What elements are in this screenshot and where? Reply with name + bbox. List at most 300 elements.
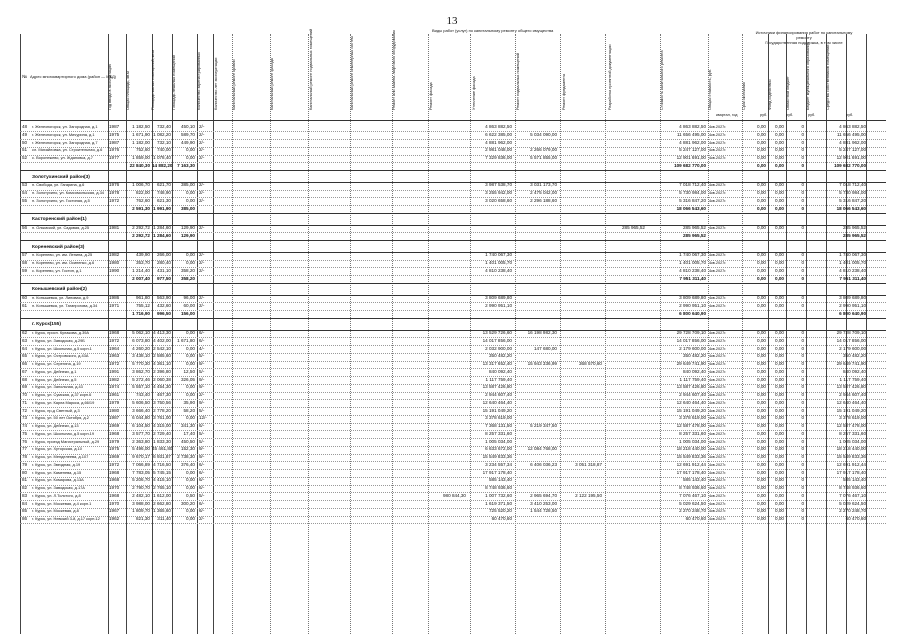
row-number: 71 [22,399,28,405]
row-number: 50 [22,139,28,145]
row-fund: 0,00 [757,361,766,366]
row-deadline: 4кв.2027г. [709,140,727,145]
row-municipal-budget: 0 [801,267,804,273]
row-fund: 0,00 [757,302,766,308]
row-nonliving-area: 300,20 [180,500,195,506]
row-owners-funds: 15 191 049,20 [836,407,866,413]
row-deadline: 4кв.2027г. [709,253,727,258]
row-municipal-budget: 0 [801,415,804,421]
row-number: 64 [22,345,28,351]
row-nonliving-area: 129,90 [180,225,195,230]
row-nonliving-area: 0,00 [186,477,195,483]
row-living-area: 1 833,30 [153,438,171,444]
row-total-area: 4 260,20 [132,345,150,351]
row-floors: 9/- [199,446,205,452]
row-floors: 9/- [199,361,205,366]
row-deadline: 4кв.2027г. [709,416,727,421]
row-fund: 0,00 [757,376,766,382]
row-address: с. Воронежево, ул. Ждановка, д.7 [32,155,93,160]
row-year: 1972 [109,361,120,366]
row-address: г. Курск, ул. Л.Толстого, д.8 [32,492,81,498]
row-floors: 2/- [199,516,205,521]
row-number: 79 [22,461,28,467]
row-floors: 9/- [199,454,205,459]
row-floors: 2/- [199,124,205,129]
row-deadline: 4кв.2027г. [709,369,727,374]
row-work-cost: 12 640 464,40 [482,399,512,405]
row-floors: 2/- [199,139,205,145]
row-total-cost: 15 191 049,20 [676,407,706,413]
row-floors: 12/- [199,415,207,421]
column-header: Год ввода в эксплуатацию [108,63,112,110]
subtotal-rule [20,318,886,319]
row-number: 57 [22,252,28,258]
row-owners-funds: 4 881 962,00 [839,139,866,145]
row-address: г. Курск, ул. Комарова, д.13А [32,477,84,483]
row-living-area: 4 413,30 [153,330,171,335]
row-address: г. Курск, ул. Невский 3-й, д.17 корп.12 [32,516,100,521]
row-floors: 2/- [199,392,205,397]
row-number: 84 [22,500,28,506]
row-number: 80 [22,469,28,475]
row-municipal-budget: 0 [801,399,804,405]
row-work-cost: 6 633 672,00 [485,446,512,452]
row-total-area: 1 214,40 [132,267,150,273]
row-fund: 0,00 [757,337,766,343]
row-year: 1987 [109,415,120,421]
row-total-area: 1 809,70 [132,508,150,514]
row-fund: 0,00 [757,438,766,444]
row-number: 74 [22,423,28,428]
column-header: Ремонт фасада [429,82,433,110]
row-fund: 0,00 [757,508,766,514]
row-living-area: 2 060,38 [153,376,171,382]
row-regional-budget: 0,00 [775,225,784,230]
row-fund: 0,00 [757,147,766,153]
row-nonliving-area: 450,50 [180,438,195,444]
row-regional-budget: 0,00 [775,469,784,475]
row-fund: 0,00 [757,430,766,436]
row-owners-funds: 1 401 005,70 [839,260,866,265]
section-title: Золотухинский район(3) [32,174,90,180]
row-year: 1990 [109,267,120,273]
row-regional-budget: 0,00 [775,508,784,514]
row-municipal-budget: 0 [801,477,804,483]
row-address: г. Железногорск, ул. Загородная, д.1 [32,124,98,129]
row-municipal-budget: 0 [801,139,804,145]
row-fund: 0,00 [757,454,766,459]
row-fund: 0,00 [757,392,766,397]
row-nonliving-area: 0,00 [186,485,195,490]
row-living-area: 732,40 [156,124,171,129]
header-works-label: Виды работ (услуг) по капитальному ремонту общего имущества [432,28,554,33]
row-regional-budget: 0,00 [775,407,784,413]
row-address: г. Курск, ул. Школьная, д.5 корп.1 [32,345,92,351]
row-total-area: 1 182,00 [132,139,150,145]
row-floors: 5/- [199,407,205,413]
row-total-cost: 17 917 178,40 [676,469,706,475]
row-deadline: 4кв.2027г. [709,439,727,444]
row-address: п. Коренево, ул. им. Ленина, д.25 [32,252,93,258]
subtotal-rule [20,170,886,171]
row-total-cost: 5 316 847,20 [679,197,706,203]
row-total-cost: 4 863 882,50 [679,124,706,129]
subtotal-area: 2 591,30 [132,205,150,211]
row-regional-budget: 0,00 [775,376,784,382]
row-regional-budget: 0,00 [775,454,784,459]
row-owners-funds: 3 809 689,80 [839,295,866,300]
row-total-area: 2 363,80 [132,438,150,444]
row-deadline: 4кв.2027г. [709,517,727,521]
row-living-area: 432,60 [156,302,171,308]
row-owners-funds: 4 863 882,50 [839,124,866,129]
subtotal-area: 2 007,40 [132,275,150,281]
row-total-area: 762,60 [135,197,150,203]
row-address: г. Курск, ул. Звездная, д.19 [32,461,81,467]
row-work-cost: 7 368 131,50 [485,423,512,428]
grid-column-line [270,34,271,634]
row-municipal-budget: 0 [801,124,804,129]
row-deadline: 4кв.2027г. [709,501,727,506]
row-owners-funds: 17 917 178,40 [836,469,866,475]
row-nonliving-area: 1 671,80 [177,337,195,343]
subtotal-living-area: 977,50 [156,275,171,281]
row-living-area: 467,30 [156,392,171,397]
row-address: г. Курск, ул. Сумская, д.37 корп.6 [32,392,92,397]
row-work-cost: 2 032 900,00 [485,345,512,351]
row-fund: 0,00 [757,182,766,188]
row-year: 1986 [109,295,120,300]
row-total-area: 5 496,00 [132,446,150,452]
row-municipal-budget: 0 [801,295,804,300]
row-living-area: 2 542,10 [153,345,171,351]
subtotal-cost: 7 951 311,40 [679,275,706,281]
row-living-area: 4 716,50 [153,461,171,467]
column-header: Капитальный ремонт кровли [232,59,236,110]
row-total-cost: 1 005 034,00 [679,438,706,444]
row-year: 1974 [109,384,120,390]
row-address: г. Курск, ул. Москевая, д.4 корп.1 [32,500,92,506]
header-funding-label [748,30,860,45]
column-header: Капитальный ремонт подвальных помещений [309,28,313,110]
row-roof-cost: 3 020 658,60 [485,197,512,203]
row-municipal-budget: 0 [801,423,804,428]
row-year: 1987 [109,124,120,129]
row-year: 1970 [109,485,120,490]
row-municipal-budget: 0 [801,454,804,459]
row-year: 1972 [109,197,120,203]
column-header: Бюджет муниципального образования [806,42,810,110]
subtotal-area: 22 840,30 [129,162,150,168]
row-fund: 0,00 [757,353,766,359]
row-deadline: 4кв.2027г. [709,156,727,160]
row-total-cost: 2 270 248,70 [679,508,706,514]
row-year: 1968 [109,492,120,498]
row-regional-budget: 0,00 [775,147,784,153]
row-deadline: 4кв.2027г. [709,478,727,483]
grid-column-line [866,34,867,634]
row-total-area: 9 670,17 [132,454,150,459]
row-nonliving-area: 17,40 [183,430,195,436]
row-year: 1964 [109,345,120,351]
row-owners-funds: 2 179 600,00 [839,345,866,351]
row-work-cost-2: 6 406 036,23 [530,461,557,467]
row-deadline: 4кв.2027г. [709,408,727,413]
row-year: 1970 [109,500,120,506]
row-roof-cost: 4 863 882,50 [485,124,512,129]
column-header: Количество зарегистрированных [197,51,201,110]
row-owners-funds: 350 482,20 [843,353,866,359]
row-fund: 0,00 [757,260,766,265]
row-address: г. Курск, проезд Магистральный, д.29 [32,438,100,444]
row-floors: 2/- [199,302,205,308]
row-nonliving-area: 0,00 [186,469,195,475]
row-work-cost-4: 980 844,30 [443,492,466,498]
row-roof-cost: 1 401 005,70 [485,260,512,265]
row-nonliving-area: 450,10 [180,124,195,129]
row-owners-funds: 29 649 741,90 [836,361,866,366]
row-total-cost: 12 587 478,00 [676,423,706,428]
row-living-area: 311,40 [157,516,171,521]
row-year: 1969 [109,454,120,459]
row-municipal-budget: 0 [801,407,804,413]
row-year: 1980 [109,407,120,413]
row-floors: 6/- [199,477,205,483]
row-fund: 0,00 [757,252,766,258]
subtotal-nonliving-area: 358,20 [180,275,195,281]
subtotal-cost: 109 682 770,00 [674,162,706,168]
row-facade-cost: 5 571 855,00 [530,155,557,160]
row-floors: 4/- [199,345,205,351]
row-roof-cost: 3 809 689,80 [485,295,512,300]
row-total-area: 755,12 [135,302,150,308]
row-number: 67 [22,368,28,374]
row-number: 83 [22,492,28,498]
column-header: Фонд содействия [768,79,772,110]
row-fund: 0,00 [757,485,766,490]
row-fund: 0,00 [757,516,766,521]
row-number: 51 [22,147,28,153]
row-floors: 5/- [199,368,205,374]
row-owners-funds: 7 076 467,10 [839,492,866,498]
row-year: 1982 [109,376,120,382]
row-owners-funds: 285 965,52 [843,225,866,230]
row-nonliving-area: 0,00 [186,190,195,195]
row-total-cost: 1 740 067,30 [679,252,706,258]
row-total-area: 439,90 [135,252,150,258]
row-rule [20,523,886,524]
row-owners-funds: 12 640 464,40 [836,399,866,405]
row-fund: 0,00 [757,461,766,467]
row-address: г. Курск, ул. Островского, д.43А [32,353,89,359]
row-living-area: 2 729,40 [153,430,171,436]
row-total-area: 743,40 [135,392,150,397]
column-header: Общая стоимость, руб. [708,69,712,110]
row-work-cost-3: 3 051 318,87 [575,461,602,467]
row-work-cost-2: 3 410 253,00 [530,500,557,506]
row-deadline: 4кв.2027г. [709,331,727,335]
row-nonliving-area: 2 738,30 [177,454,195,459]
row-total-cost: 1 117 759,40 [679,376,706,382]
grid-column-line [605,34,606,634]
row-address: п. Олымский, ул. Садовая, д.25 [32,225,90,230]
row-regional-budget: 0,00 [775,430,784,436]
row-address: г. Курск, ул. Дейнеки, д.13 [32,423,79,428]
row-address: п. Золотухино, ул. Гостиная, д.5 [32,197,90,203]
row-total-cost: 4 810 238,40 [679,267,706,273]
row-nonliving-area: 0,00 [186,197,195,203]
row-total-area: 1 182,50 [132,124,150,129]
column-header: Разработка проектной документации [608,44,612,110]
row-regional-budget: 0,00 [775,260,784,265]
row-year: 1975 [109,446,120,452]
row-owners-funds: 60 470,60 [845,516,866,521]
row-municipal-budget: 0 [801,516,804,521]
column-header: Капитальный ремонт фасада [270,58,274,110]
row-living-area: 4 315,00 [153,423,171,428]
subtotal-regional: 0,00 [775,205,784,211]
row-nonliving-area: 589,70 [180,131,195,137]
row-fund: 0,00 [757,407,766,413]
row-living-area: 6 931,87 [153,454,171,459]
row-municipal-budget: 0 [801,337,804,343]
row-regional-budget: 0,00 [775,252,784,258]
row-fund: 0,00 [757,500,766,506]
row-total-area: 821,30 [135,516,150,521]
grid-column-line [428,34,429,634]
row-year: 1961 [109,392,120,397]
row-fund: 0,00 [757,139,766,145]
row-municipal-budget: 0 [801,252,804,258]
row-municipal-budget: 0 [801,345,804,351]
row-work-cost: 585 143,40 [489,477,512,483]
row-deadline: 4кв.2027г. [709,385,727,390]
section-title: Конышевский район(2) [32,287,87,293]
row-address: г. Курск, ул. Заводская, д.17А [32,485,85,490]
row-living-area: 2 585,60 [153,353,171,359]
row-work-cost: 15 191 049,20 [482,407,512,413]
subtotal-owners: 7 951 311,40 [839,275,866,281]
row-fund: 0,00 [757,124,766,129]
row-address: г. Курск, ул. 50 лет Октября, д.2 [32,415,89,421]
subtotal-nonliving-area: 7 163,30 [177,162,195,168]
row-total-cost: 3 378 619,00 [679,415,706,421]
row-owners-funds: 840 092,40 [843,368,866,374]
row-work-cost-2: 12 084 768,00 [527,446,557,452]
row-nonliving-area: 341,30 [180,423,195,428]
row-municipal-budget: 0 [801,368,804,374]
row-deadline: 4кв.2027г. [709,400,727,405]
column-header: Общая площадь, кв.м [126,71,130,110]
row-municipal-budget: 0 [801,485,804,490]
row-fund: 0,00 [757,295,766,300]
row-number: 48 [22,124,28,129]
row-deadline: 4кв.2027г. [709,377,727,382]
row-fund: 0,00 [757,423,766,428]
row-nonliving-area: 326,05 [180,376,195,382]
unit-label: руб. [760,113,768,117]
section-title: Касторенский район(1) [32,217,87,223]
row-regional-budget: 0,00 [775,345,784,351]
row-deadline: 4кв.2027г. [709,183,727,188]
column-header: Стоимость капитального ремонта [660,50,664,110]
row-address: п. Золотухино, ул. Комсомольская, д.34 [32,190,104,195]
row-number: 70 [22,392,28,397]
subtotal-owners: 285 965,52 [843,232,866,238]
row-regional-budget: 0,00 [775,197,784,203]
row-address: г. Железногорск, ул. Мичурина, д.1 [32,131,95,137]
column-header: Средства собственников помещений [826,44,830,110]
row-work-cost-2: 2 965 694,70 [530,492,557,498]
row-address: г. Курск, ул. Школьная, д.5 корп.19 [32,430,94,436]
row-owners-funds: 12 901 691,00 [836,155,866,160]
row-floors: 6/- [199,337,205,343]
subtotal-living-area: 14 882,20 [152,162,173,168]
row-number: 69 [22,384,28,390]
row-work-cost: 840 092,40 [489,368,512,374]
row-year: 1980 [109,260,120,265]
subtotal-regional: 0,00 [775,162,784,168]
row-total-area: 7 783,05 [132,469,150,475]
row-total-area: 5 272,46 [132,376,150,382]
row-year: 1975 [109,131,120,137]
row-total-cost: 29 728 709,10 [676,330,706,335]
row-total-area: 353,70 [135,260,150,265]
row-owners-funds: 13 587 426,80 [836,384,866,390]
row-total-area: 822,00 [135,190,150,195]
row-deadline: 4кв.2027г. [709,338,727,343]
row-nonliving-area: 0,00 [186,155,195,160]
row-number: 54 [22,190,28,195]
subtotal-rule [20,283,886,284]
grid-column-line [308,34,309,634]
subtotal-owners: 18 066 543,60 [836,205,866,211]
row-address: г. Курск, ул. Запольная, д.43 [32,384,83,390]
row-living-area: 2 778,20 [153,407,171,413]
row-total-area: 3 862,70 [132,368,150,374]
subtotal-rule [20,240,886,241]
header-bottom-rule [20,120,886,121]
row-work-cost: 1 005 034,00 [485,438,512,444]
row-regional-budget: 0,00 [775,477,784,483]
row-number: 59 [22,267,28,273]
row-year: 1979 [109,438,120,444]
column-header: Капитальный ремонт инженерных систем [350,36,354,110]
subtotal-nonliving-area: 156,00 [180,310,195,316]
row-roof-cost: 2 990 951,10 [485,302,512,308]
row-deadline: 4кв.2027г. [709,198,727,203]
subtotal-owners: 109 682 770,00 [834,162,866,168]
row-address: г. Курск, ул. Москевая, д.8 [32,508,79,514]
row-total-cost: 7 076 467,10 [679,492,706,498]
row-deadline: 4кв.2027г. [709,362,727,366]
row-total-area: 3 988,00 [132,500,150,506]
row-total-area: 1 859,00 [132,155,150,160]
row-nonliving-area: 0,00 [186,508,195,514]
row-deadline: 4кв.2027г. [709,296,727,300]
row-living-area: 431,10 [156,267,171,273]
row-work-cost: 3 234 557,34 [485,461,512,467]
row-deadline: 4кв.2027г. [709,303,727,308]
column-header: Ремонт фундамента [562,73,566,110]
row-work-cost-2: 16 198 982,30 [527,330,557,335]
row-municipal-budget: 0 [801,190,804,195]
row-number: 76 [22,438,28,444]
row-floors: 6/- [199,485,205,490]
row-regional-budget: 0,00 [775,485,784,490]
row-number: 49 [22,131,28,137]
subtotal-owners: 6 800 640,90 [839,310,866,316]
